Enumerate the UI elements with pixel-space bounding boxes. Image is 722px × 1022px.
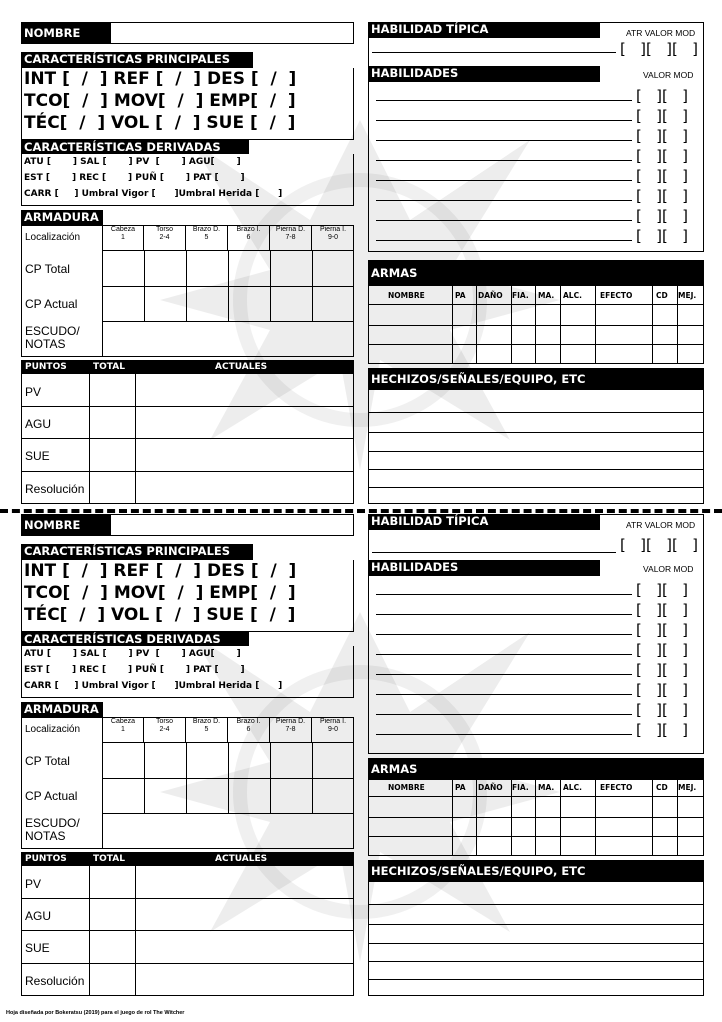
habilidades-header: HABILIDADES: [368, 560, 600, 576]
weapon-col-dano: DAÑO: [478, 783, 503, 792]
habilidades-header: HABILIDADES: [368, 66, 600, 82]
derived-row-2: EST [ ] REC [ ] PUÑ [ ] PAT [ ]: [24, 665, 245, 675]
armor-col-left-leg: Pierna I. 9-0: [319, 718, 347, 733]
weapon-col-cd: CD: [656, 783, 668, 792]
armor-col-torso: Torso 2-4: [144, 226, 186, 250]
armadura-header: ARMADURA: [21, 210, 103, 225]
localizacion-label: Localización: [25, 232, 81, 243]
weapon-col-cd: CD: [656, 291, 668, 300]
armor-col-left-leg: Pierna I. 9-0: [319, 226, 347, 241]
puntos-label: PUNTOS: [25, 854, 67, 864]
points-row-pv: PV: [25, 877, 42, 891]
skill-row[interactable]: [ ][ ]: [376, 680, 702, 701]
weapon-col-dano: DAÑO: [478, 291, 503, 300]
skill-row[interactable]: [ ][ ]: [376, 620, 702, 641]
hechizos-header: HECHIZOS/SEÑALES/EQUIPO, ETC: [368, 860, 704, 882]
skill-row[interactable]: [ ][ ]: [376, 226, 702, 247]
skill-row[interactable]: [ ][ ]: [376, 600, 702, 621]
nombre-label: NOMBRE: [21, 22, 111, 44]
weapon-col-ma: MA.: [538, 783, 555, 792]
armor-columns: [102, 718, 354, 742]
total-label: TOTAL: [93, 854, 125, 864]
typical-skill-brackets: [ ][ ][ ]: [620, 40, 699, 58]
skill-row[interactable]: [ ][ ]: [376, 126, 702, 147]
armor-col-left-arm: Brazo I. 6: [228, 226, 270, 250]
cp-actual-label: CP Actual: [25, 789, 78, 803]
atr-valor-mod-label: ATR VALOR MOD: [626, 520, 696, 530]
derived-row-3: CARR [ ] Umbral Vigor [ ]Umbral Herida [ ]: [24, 681, 283, 691]
caracteristicas-principales-header: CARACTERÍSTICAS PRINCIPALES: [21, 52, 253, 68]
caracteristicas-principales-header: CARACTERÍSTICAS PRINCIPALES: [21, 544, 253, 560]
skills-list: [368, 576, 704, 752]
weapons-header-row: [368, 780, 704, 796]
weapon-col-fia: FIA.: [512, 291, 529, 300]
armor-col-right-leg: Pierna D. 7-8: [270, 226, 312, 250]
stat-row-1: INT [ / ] REF [ / ] DES [ / ]: [24, 69, 297, 89]
escudo-notas-label: ESCUDO/ NOTAS: [25, 324, 80, 351]
skill-row[interactable]: [ ][ ]: [376, 580, 702, 601]
derived-row-3: CARR [ ] Umbral Vigor [ ]Umbral Herida [ ]: [24, 189, 283, 199]
points-row-sue: SUE: [25, 941, 50, 955]
weapon-col-pa: PA: [455, 291, 466, 300]
actuales-label: ACTUALES: [215, 362, 268, 372]
skill-row[interactable]: [ ][ ]: [376, 700, 702, 721]
points-row-sue: SUE: [25, 449, 50, 463]
weapon-col-nombre: NOMBRE: [388, 291, 425, 300]
skill-row[interactable]: [ ][ ]: [376, 206, 702, 227]
armadura-header: ARMADURA: [21, 702, 103, 717]
valor-mod-label: VALOR MOD: [643, 564, 694, 574]
puntos-header: [21, 852, 354, 866]
weapon-col-efecto: EFECTO: [600, 783, 633, 792]
armas-header: ARMAS: [368, 758, 704, 780]
armor-col-right-arm: Brazo D. 5: [186, 718, 228, 742]
points-row-resolucion: Resolución: [25, 974, 85, 988]
armor-columns: [102, 226, 354, 250]
armas-header: ARMAS: [368, 260, 704, 286]
points-row-pv: PV: [25, 385, 42, 399]
character-sheet-bottom: [0, 512, 722, 1004]
skill-row[interactable]: [ ][ ]: [376, 640, 702, 661]
cp-total-label: CP Total: [25, 754, 70, 768]
skill-row[interactable]: [ ][ ]: [376, 186, 702, 207]
nombre-label: NOMBRE: [21, 514, 111, 536]
habilidad-tipica-header: HABILIDAD TÍPICA: [368, 22, 600, 38]
derived-row-1: ATU [ ] SAL [ ] PV [ ] AGU[ ]: [24, 649, 241, 659]
points-row-agu: AGU: [25, 417, 52, 431]
localizacion-label: Localización: [25, 724, 81, 735]
nombre-field[interactable]: [110, 514, 354, 536]
weapon-col-alc: ALC.: [563, 783, 582, 792]
stat-row-2: TCO[ / ] MOV[ / ] EMP[ / ]: [24, 91, 296, 111]
armor-col-torso: Torso 2-4: [144, 718, 186, 742]
cp-total-label: CP Total: [25, 262, 70, 276]
skill-row[interactable]: [ ][ ]: [376, 106, 702, 127]
stat-row-3: TÉC[ / ] VOL [ / ] SUE [ / ]: [24, 605, 296, 625]
total-label: TOTAL: [93, 362, 125, 372]
weapon-col-nombre: NOMBRE: [388, 783, 425, 792]
puntos-label: PUNTOS: [25, 362, 67, 372]
weapon-col-efecto: EFECTO: [600, 291, 633, 300]
skill-row[interactable]: [ ][ ]: [376, 166, 702, 187]
armor-col-head: Cabeza 1: [102, 226, 144, 250]
footer-credit: Hoja diseñada por Bokeratsu (2019) para el juego de rol The Witcher: [6, 1010, 185, 1016]
stat-row-3: TÉC[ / ] VOL [ / ] SUE [ / ]: [24, 113, 296, 133]
caracteristicas-derivadas-header: CARACTERÍSTICAS DERIVADAS: [21, 632, 249, 646]
points-row-agu: AGU: [25, 909, 52, 923]
weapon-col-alc: ALC.: [563, 291, 582, 300]
derived-row-1: ATU [ ] SAL [ ] PV [ ] AGU[ ]: [24, 157, 241, 167]
nombre-field[interactable]: [110, 22, 354, 44]
typical-skill-brackets: [ ][ ][ ]: [620, 536, 699, 554]
points-row-resolucion: Resolución: [25, 482, 85, 496]
cp-actual-label: CP Actual: [25, 297, 78, 311]
weapon-col-fia: FIA.: [512, 783, 529, 792]
skill-row[interactable]: [ ][ ]: [376, 720, 702, 741]
armor-col-right-leg: Pierna D. 7-8: [270, 718, 312, 742]
weapon-col-ma: MA.: [538, 291, 555, 300]
skill-row[interactable]: [ ][ ]: [376, 660, 702, 681]
valor-mod-label: VALOR MOD: [643, 70, 694, 80]
atr-valor-mod-label: ATR VALOR MOD: [626, 28, 696, 38]
caracteristicas-derivadas-header: CARACTERÍSTICAS DERIVADAS: [21, 140, 249, 154]
weapon-col-mej: MEJ.: [678, 291, 697, 300]
stat-row-1: INT [ / ] REF [ / ] DES [ / ]: [24, 561, 297, 581]
puntos-header: [21, 360, 354, 374]
armor-col-head: Cabeza 1: [102, 718, 144, 742]
escudo-notas-label: ESCUDO/ NOTAS: [25, 816, 80, 843]
armor-col-left-arm: Brazo I. 6: [228, 718, 270, 742]
stat-row-2: TCO[ / ] MOV[ / ] EMP[ / ]: [24, 583, 296, 603]
weapons-header-row: [368, 288, 704, 304]
skill-row[interactable]: [ ][ ]: [376, 86, 702, 107]
armor-col-right-arm: Brazo D. 5: [186, 226, 228, 250]
skills-list: [368, 82, 704, 252]
actuales-label: ACTUALES: [215, 854, 268, 864]
character-sheet-top: [0, 20, 722, 512]
weapon-col-pa: PA: [455, 783, 466, 792]
skill-row[interactable]: [ ][ ]: [376, 146, 702, 167]
weapon-col-mej: MEJ.: [678, 783, 697, 792]
derived-row-2: EST [ ] REC [ ] PUÑ [ ] PAT [ ]: [24, 173, 245, 183]
habilidad-tipica-header: HABILIDAD TÍPICA: [368, 514, 600, 530]
hechizos-header: HECHIZOS/SEÑALES/EQUIPO, ETC: [368, 368, 704, 390]
